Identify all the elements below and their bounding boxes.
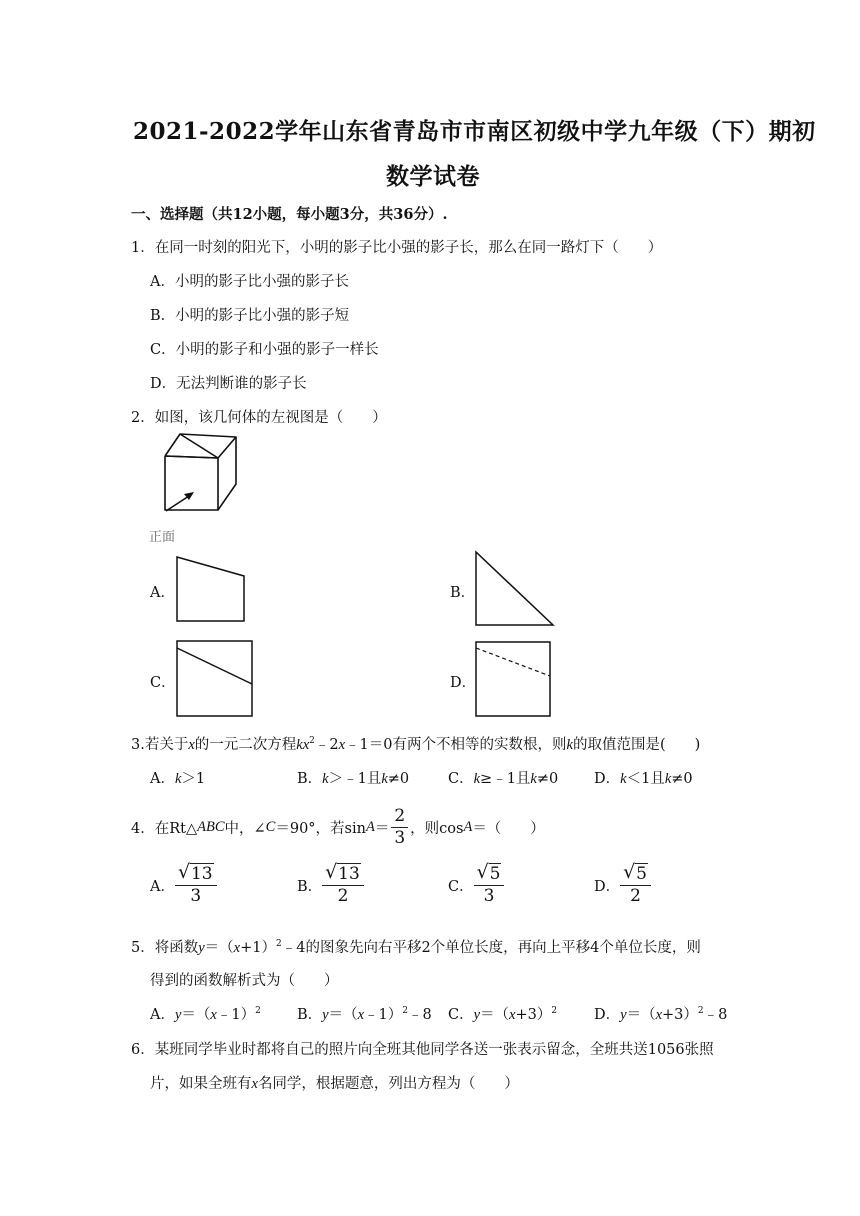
q6-stem-line2: 片，如果全班有x名同学，根据题意，列出方程为（ ） (150, 1076, 519, 1092)
q2-figure-front-label: 正面 (149, 530, 176, 545)
q5-option-b: B．y＝（x﹣1）$^2$﹣8 (297, 1006, 432, 1023)
q2-option-c-figure (175, 639, 255, 719)
q2-stem: 2．如图，该几何体的左视图是（ ） (131, 410, 387, 426)
q2-option-c-label: C． (150, 675, 176, 691)
q1-stem: 1．在同一时刻的阳光下，小明的影子比小强的影子长，那么在同一路灯下（ ） (131, 240, 663, 256)
page-title: 2021-2022学年山东省青岛市市南区初级中学九年级（下）期初 (133, 118, 816, 145)
q4-option-a: A． √ 13 3 (150, 865, 217, 905)
q2-option-b-label: B． (450, 585, 476, 601)
q5-option-d: D．$y=(x+3)^2﹣8$ (594, 1006, 728, 1023)
q4-option-c: C． √ 5 3 (448, 865, 504, 905)
q3-option-c: C．k≥﹣1且k≠0 (448, 771, 559, 787)
q1-option-c: C．小明的影子和小强的影子一样长 (150, 342, 379, 358)
section-heading: 一、选择题（共12小题，每小题3分，共36分）. (131, 206, 448, 223)
q3-option-d: D．k＜1且k≠0 (594, 771, 693, 787)
q5-option-c: C．$y=(x+3)^2$ (448, 1006, 558, 1023)
q4-stem: 4．在Rt△ ABC 中，∠ C ＝90°，若sin A ＝ $\frac{2}{3}$ ，则cos A ＝（ ） (131, 806, 545, 848)
q3-stem: 3.若关于x的一元二次方程$kx^2﹣2x﹣1=0$有两个不相等的实数根，则k的取值范围是( ) (131, 736, 701, 753)
q2-solid-figure (150, 432, 250, 527)
q1-option-b: B．小明的影子比小强的影子短 (150, 308, 350, 324)
q4-sin-fraction: $\frac{2}{3}$ (391, 807, 408, 847)
q5-option-a: A．y＝（x﹣1）$^2$ (150, 1006, 261, 1023)
q1-option-d: D．无法判断谁的影子长 (150, 376, 307, 392)
q2-option-d-figure (474, 640, 554, 720)
q5-stem: 5．将函数$y=(x+1)^2﹣4$的图象先向右平移2个单位长度，再向上平移4个单位长度，则 (131, 939, 701, 956)
q2-option-d-label: D． (450, 675, 477, 691)
page-subtitle: 数学试卷 (386, 163, 480, 190)
q2-option-a-label: A． (150, 585, 175, 601)
q1-option-a: A．小明的影子比小强的影子长 (150, 274, 349, 290)
q6-stem: 6．某班同学毕业时都将自己的照片向全班其他同学各送一张表示留念，全班共送1056张照 (131, 1042, 714, 1058)
q2-option-a-figure (175, 556, 247, 624)
q4-option-b: B． √ 13 2 (297, 865, 364, 905)
q2-option-b-figure (474, 550, 556, 628)
q4-option-d: D． √ 5 2 (594, 865, 651, 905)
q5-stem-line2: 得到的函数解析式为（ ） (150, 973, 339, 989)
q3-option-a: A．k＞1 (150, 771, 206, 787)
q3-option-b: B．k＞﹣1且k≠0 (297, 771, 410, 787)
